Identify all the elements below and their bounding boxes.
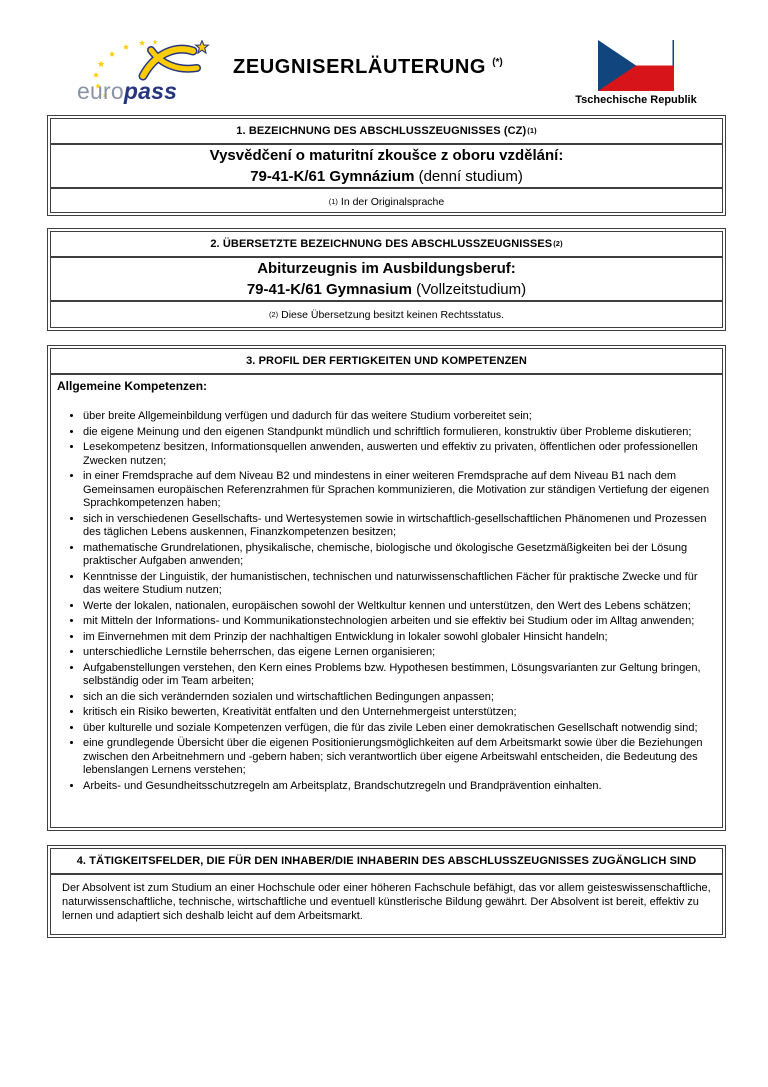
section-2-header-text: 2. ÜBERSETZTE BEZEICHNUNG DES ABSCHLUSSZEUGNISSES <box>210 238 553 250</box>
qualification-code-original: 79-41-K/61 Gymnázium <box>250 168 415 185</box>
competence-item: • kritisch ein Risiko bewerten, Kreativität entfalten und den Unternehmergeist unterstützen; <box>83 706 716 720</box>
country-label: Tschechische Republik <box>575 94 697 106</box>
competence-item: • Lesekompetenz besitzen, Informationsquellen anwenden, auswerten und effektiv zu privaten, öffentlichen oder professionellen Zwecken nutzen; <box>83 441 716 468</box>
section-4-taetigkeitsfelder <box>47 845 726 938</box>
competence-item: • mit Mitteln der Informations- und Kommunikationstechnologien arbeiten und sie effektiv bei Studium oder im Alltag anwenden; <box>83 615 716 629</box>
qualification-title-translated-line2 <box>247 279 526 300</box>
section-1-content <box>51 145 722 189</box>
section-2-footnote: (2) Diese Übersetzung besitzt keinen Rechtsstatus. <box>268 308 505 321</box>
section-4-header <box>51 849 722 875</box>
logo-text-pass: pass <box>123 78 178 104</box>
section-2-content <box>51 258 722 302</box>
czech-flag-icon <box>598 40 674 91</box>
europass-wordmark <box>77 78 177 105</box>
section-3-profil <box>47 345 726 831</box>
section-3-header <box>51 349 722 375</box>
study-form-translated: (Vollzeitstudium) <box>416 281 527 298</box>
competence-item: • Aufgabenstellungen verstehen, den Kern eines Problems bzw. Hypothesen bestimmen, Lösungsvarianten zur Geltung bringen, selbständig oder im Team arbeiten; <box>83 662 716 689</box>
qualification-title-translated-line1: Abiturzeugnis im Ausbildungsberuf: <box>257 260 516 277</box>
competence-item: • Werte der lokalen, nationalen, europäischen sowohl der Weltkultur kennen und unterstützen, den Wert des Lebens schätzen; <box>83 600 716 614</box>
page-title <box>233 56 503 79</box>
competence-item: • unterschiedliche Lernstile beherrschen, das eigene Lernen organisieren; <box>83 646 716 660</box>
competence-item: • mathematische Grundrelationen, physikalische, chemische, biologische und ökologische Gesetzmäßigkeiten bei der Lösung praktischer Aufgaben anwenden; <box>83 542 716 569</box>
page-title-superscript: (*) <box>492 57 503 68</box>
section-1-footnote: (1) In der Originalsprache <box>328 195 445 208</box>
competence-item: • in einer Fremdsprache auf dem Niveau B2 und mindestens in einer weiteren Fremdsprache auf dem Niveau B1 nach dem Gemeinsamen europäischen Referenzrahmen für Sprachen kommunizieren, die Motivation zur ständigen Vertiefung der eigenen Sprachkompetenzen haben; <box>83 470 716 511</box>
competence-item: • eine grundlegende Übersicht über die eigenen Positionierungsmöglichkeiten auf dem Arbeitsmarkt sowie über die Beziehungen zwischen den Arbeitnehmern und -gebern haben; sich verantwortlich über eigene Arbeitswahl entscheiden, die Bedeutung des lebenslangen Lernens verstehen; <box>83 737 716 778</box>
competence-item: • Kenntnisse der Linguistik, der humanistischen, technischen und naturwissenschaftlichen Fächer für praktische Zwecke und für das weitere Studium nutzen; <box>83 571 716 598</box>
section-1-header-text: 1. BEZEICHNUNG DES ABSCHLUSSZEUGNISSES (CZ) <box>236 125 527 137</box>
qualification-title-original-line2 <box>250 166 523 187</box>
study-form-original: (denní studium) <box>418 168 523 185</box>
europass-logo <box>55 40 219 106</box>
page-title-text: ZEUGNISERLÄUTERUNG <box>233 56 487 78</box>
qualification-code-translated: 79-41-K/61 Gymnasium <box>246 281 412 298</box>
competence-item: • im Einvernehmen mit dem Prinzip der nachhaltigen Entwicklung in lokaler sowohl globaler Hinsicht handeln; <box>83 631 716 645</box>
section-3-content <box>51 375 722 827</box>
footnote-2-text: Diese Übersetzung besitzt keinen Rechtsstatus. <box>281 308 505 321</box>
section-2-header: 2. ÜBERSETZTE BEZEICHNUNG DES ABSCHLUSSZEUGNISSES (2) <box>51 232 722 258</box>
section-3-header-text: 3. PROFIL DER FERTIGKEITEN UND KOMPETENZEN <box>246 355 527 367</box>
competence-item: • über breite Allgemeinbildung verfügen und dadurch für das weitere Studium vorbereitet sein; <box>83 410 716 424</box>
competence-item: • über kulturelle und soziale Kompetenzen verfügen, die für das zivile Leben einer demokratischen Gesellschaft notwendig sind; <box>83 722 716 736</box>
country-flag-block <box>566 40 706 106</box>
section-4-content <box>51 875 722 934</box>
section-1-header: 1. BEZEICHNUNG DES ABSCHLUSSZEUGNISSES (CZ) (1) <box>51 119 722 145</box>
section-1-bezeichnung <box>47 115 726 216</box>
section-4-header-text: 4. TÄTIGKEITSFELDER, DIE FÜR DEN INHABER/DIE INHABERIN DES ABSCHLUSSZEUGNISSES ZUGÄNGLICH SIND <box>76 855 697 867</box>
qualification-title-original-line1: Vysvědčení o maturitní zkoušce z oboru vzdělání: <box>209 147 564 164</box>
competences-intro-label: Allgemeine Kompetenzen: <box>57 379 208 393</box>
occupational-fields-text: Der Absolvent ist zum Studium an einer Hochschule oder einer höheren Fachschule befähigt, das vor allem geisteswissenschaftliche, naturwissenschaftliche, technische, wirtschaftliche und eventuell künstlerische Bildung gewährt. Der Absolvent ist bereit, effektiv zu lernen und adaptiert sich deshalb leicht auf dem Arbeitsmarkt. <box>62 882 711 922</box>
competence-item: • Arbeits- und Gesundheitsschutzregeln am Arbeitsplatz, Brandschutzregeln und Brandprävention einhalten. <box>83 780 716 794</box>
competences-list <box>57 410 716 793</box>
logo-text-euro: euro <box>77 78 124 104</box>
competence-item: • die eigene Meinung und den eigenen Standpunkt mündlich und schriftlich formulieren, konstruktiv über Probleme diskutieren; <box>83 426 716 440</box>
competence-item: • sich in verschiedenen Gesellschafts- und Wertesystemen sowie in wirtschaftlich-gesellschaftlichen Phänomenen und Prozessen des täglichen Lebens auskennen, Finanzkompetenzen besitzen; <box>83 513 716 540</box>
section-2-uebersetzte-bezeichnung <box>47 228 726 331</box>
footnote-1-text: In der Originalsprache <box>340 195 445 208</box>
competence-item: • sich an die sich verändernden sozialen und wirtschaftlichen Bedingungen anpassen; <box>83 691 716 705</box>
